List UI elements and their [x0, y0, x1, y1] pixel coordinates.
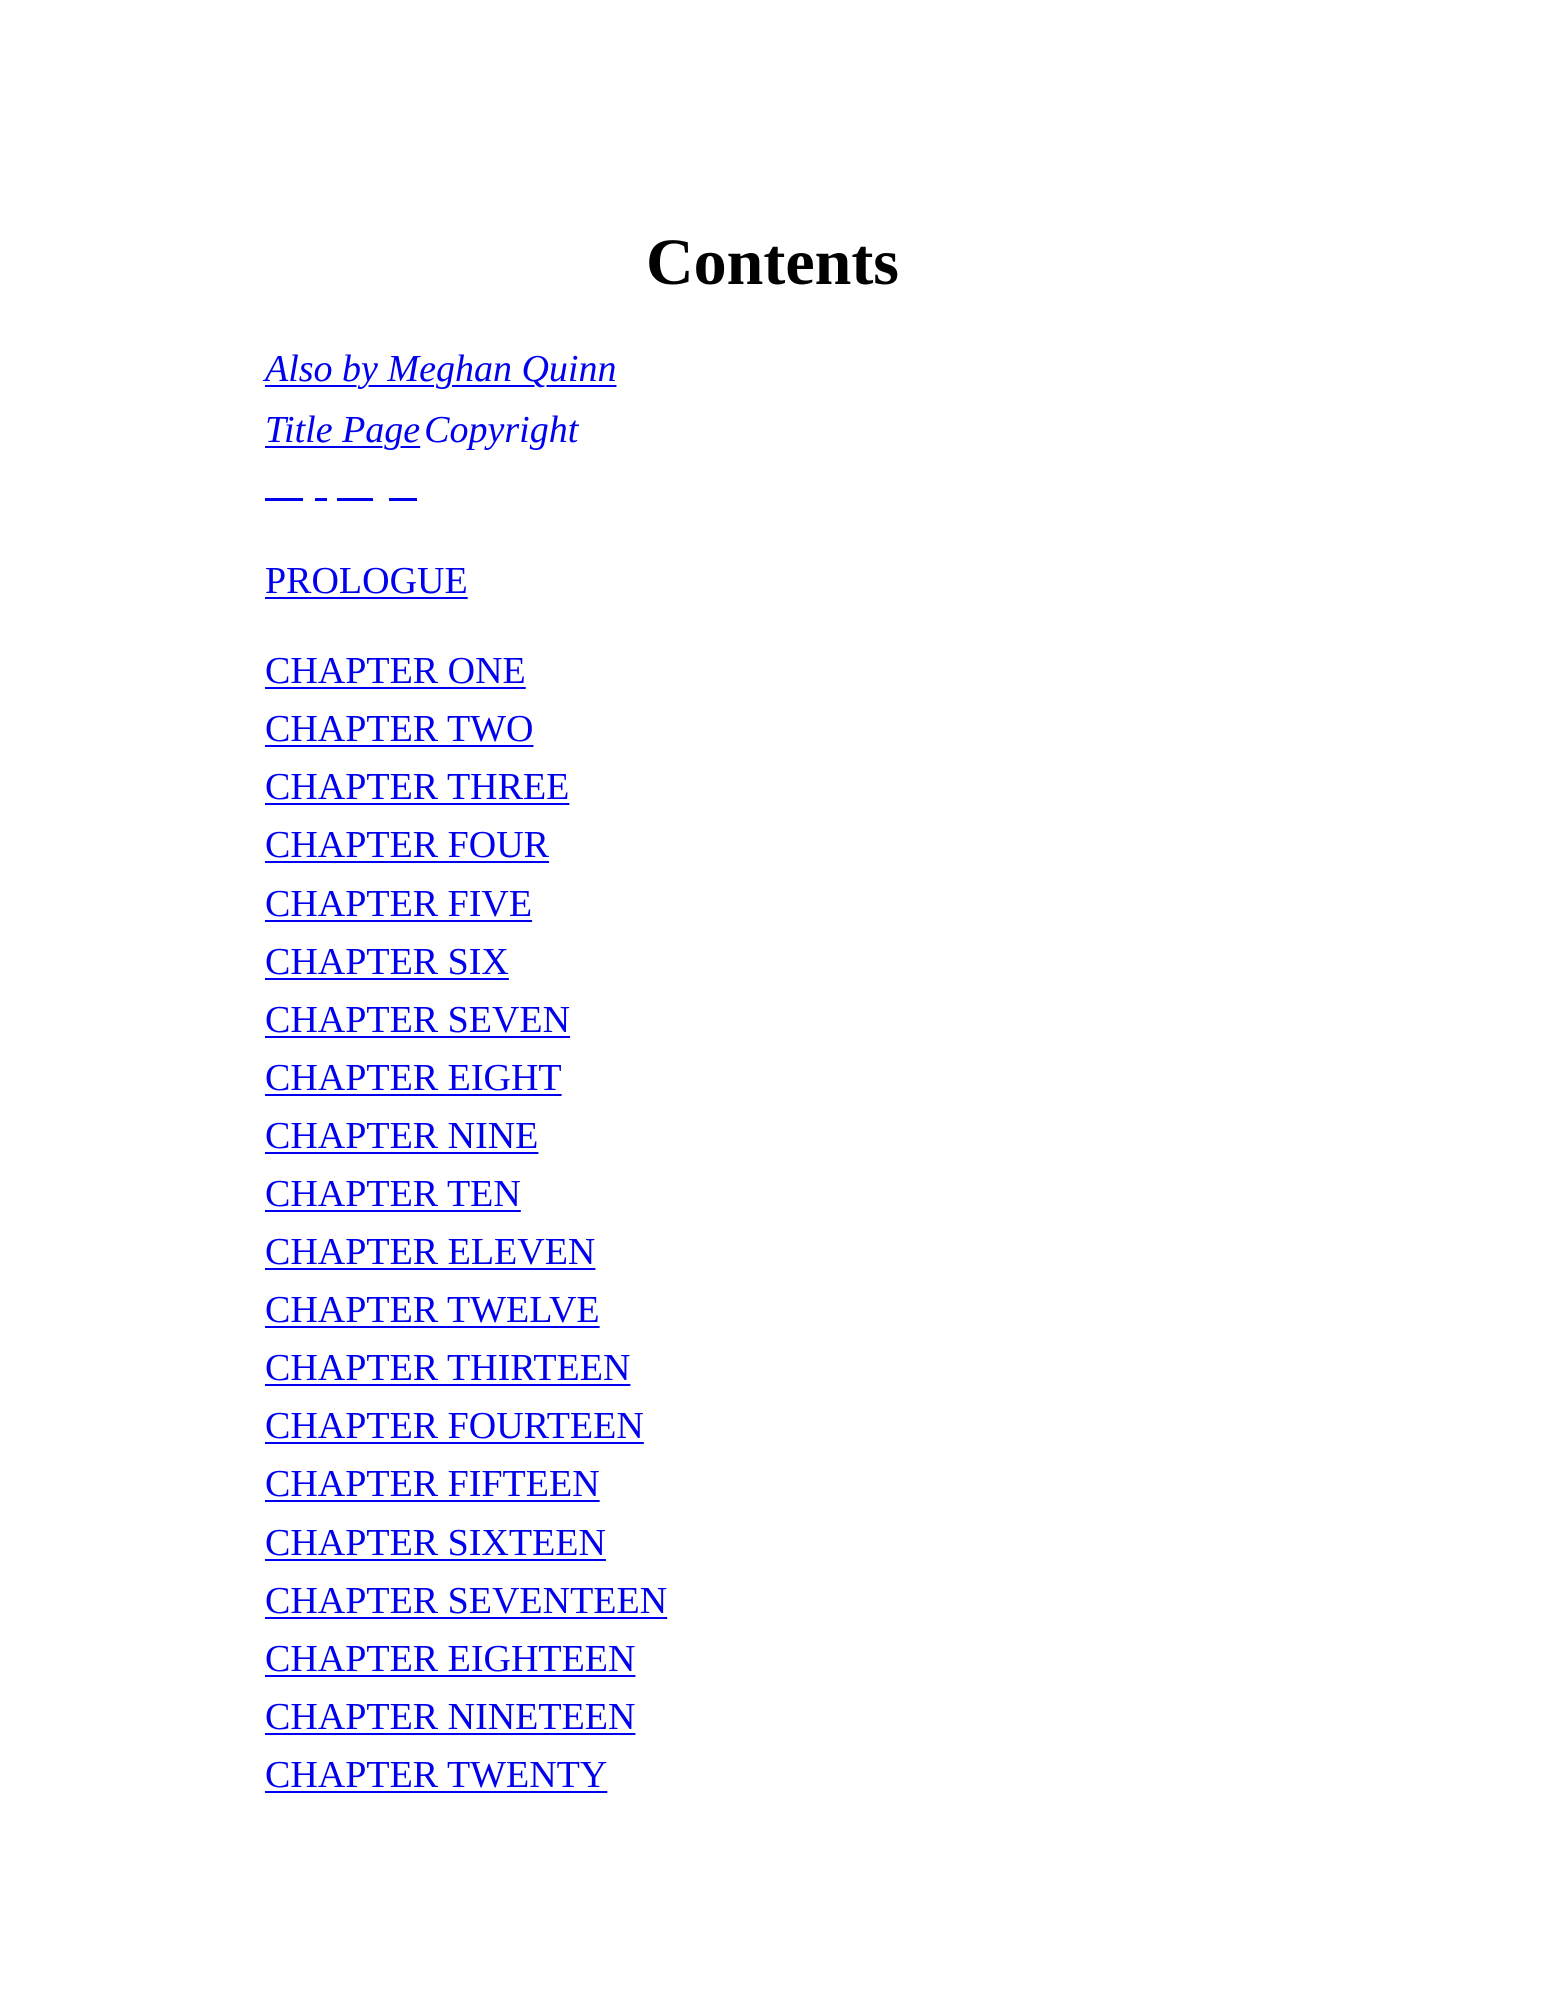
- toc-link-chapter-fifteen[interactable]: CHAPTER FIFTEEN: [265, 1463, 600, 1505]
- toc-dash[interactable]: [389, 498, 417, 501]
- toc-link-also-by[interactable]: Also by Meghan Quinn: [265, 348, 617, 390]
- toc-link-chapter-eight[interactable]: CHAPTER EIGHT: [265, 1057, 562, 1099]
- toc-dash[interactable]: [265, 498, 303, 501]
- toc-link-chapter-seven[interactable]: CHAPTER SEVEN: [265, 999, 571, 1041]
- toc-link-chapter-ten[interactable]: CHAPTER TEN: [265, 1173, 521, 1215]
- toc-link-copyright[interactable]: Copyright: [424, 409, 579, 451]
- toc-link-chapter-nineteen[interactable]: CHAPTER NINETEEN: [265, 1696, 636, 1738]
- toc-link-chapter-sixteen[interactable]: CHAPTER SIXTEEN: [265, 1522, 606, 1564]
- page-title: Contents: [645, 226, 899, 299]
- toc-row-title-copyright: [265, 408, 578, 452]
- toc-link-chapter-thirteen[interactable]: CHAPTER THIRTEEN: [265, 1347, 631, 1389]
- toc-link-chapter-twelve[interactable]: CHAPTER TWELVE: [265, 1289, 600, 1331]
- toc-link-chapter-eleven[interactable]: CHAPTER ELEVEN: [265, 1231, 596, 1273]
- toc-dash[interactable]: [315, 498, 327, 501]
- toc-link-chapter-nine[interactable]: CHAPTER NINE: [265, 1115, 539, 1157]
- toc-link-chapter-fourteen[interactable]: CHAPTER FOURTEEN: [265, 1405, 644, 1447]
- toc-link-title-page[interactable]: Title Page: [265, 409, 421, 451]
- toc-dash-links[interactable]: [265, 498, 425, 502]
- toc-link-chapter-two[interactable]: CHAPTER TWO: [265, 708, 534, 750]
- toc-link-chapter-four[interactable]: CHAPTER FOUR: [265, 824, 549, 866]
- toc-link-chapter-eighteen[interactable]: CHAPTER EIGHTEEN: [265, 1638, 636, 1680]
- toc-link-prologue[interactable]: PROLOGUE: [265, 560, 468, 602]
- toc-link-chapter-twenty[interactable]: CHAPTER TWENTY: [265, 1754, 608, 1796]
- toc-link-chapter-five[interactable]: CHAPTER FIVE: [265, 883, 533, 925]
- toc-dash[interactable]: [337, 498, 373, 501]
- toc-link-chapter-three[interactable]: CHAPTER THREE: [265, 766, 570, 808]
- toc-link-chapter-six[interactable]: CHAPTER SIX: [265, 941, 509, 983]
- toc-link-chapter-seventeen[interactable]: CHAPTER SEVENTEEN: [265, 1580, 668, 1622]
- toc-link-chapter-one[interactable]: CHAPTER ONE: [265, 650, 526, 692]
